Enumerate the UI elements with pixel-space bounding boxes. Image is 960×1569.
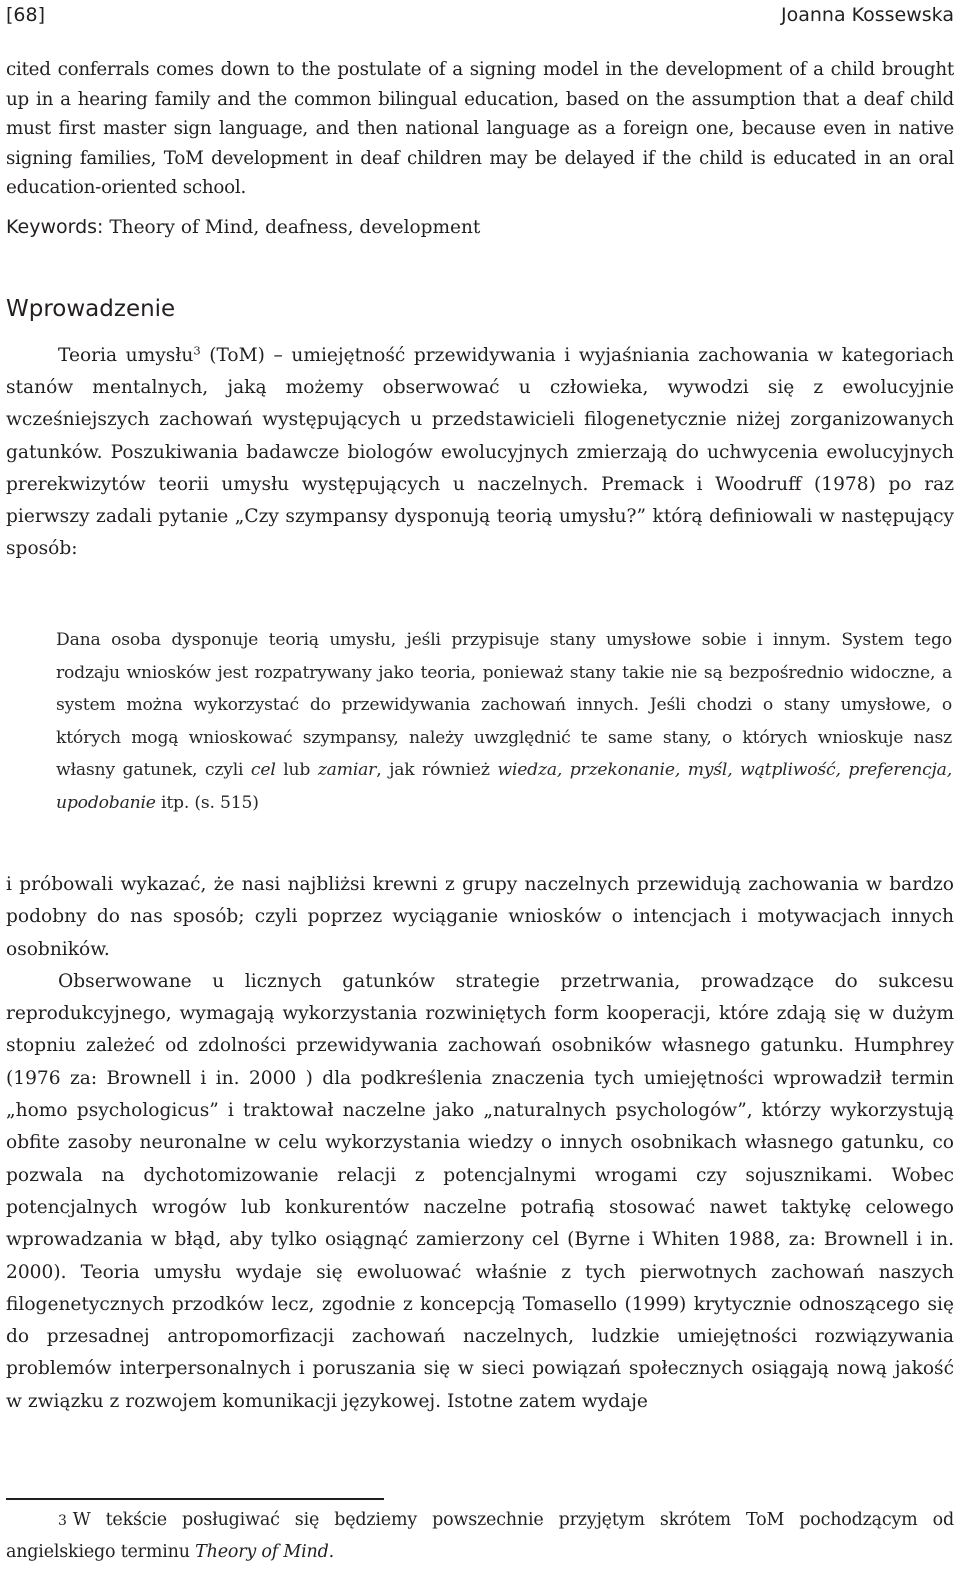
footnote-text: W tekście posługiwać się będziemy powszechnie przyjętym skrótem ToM pochodzącym od angielskiego terminu <box>6 1510 954 1562</box>
intro-text-start: Teoria umysłu <box>58 345 194 366</box>
footnote-italic: Theory of Mind. <box>195 1542 334 1562</box>
running-header <box>6 2 954 28</box>
quote-text-2: lub <box>275 760 318 780</box>
body-text <box>6 869 954 1418</box>
keywords-value: Theory of Mind, deafness, development <box>103 217 481 238</box>
block-quote <box>56 624 952 819</box>
keywords-line <box>6 211 480 244</box>
running-author: Joanna Kossewska <box>780 4 954 26</box>
page-number: [68] <box>6 4 46 26</box>
quote-text-3: , jak również <box>376 760 498 780</box>
body-paragraph-1: i próbowali wykazać, że nasi najbliżsi krewni z grupy naczelnych przewidują zachowania w bardzo podobny do nas sposób; czyli poprzez wyciąganie wniosków o intencjach i motywacjach innych osobników. <box>6 874 954 960</box>
abstract-paragraph: cited conferrals comes down to the postulate of a signing model in the development of a child brought up in a hearing family and the common bilingual education, based on the assumption that a deaf child must first master sign language, and then national language as a foreign one, because even in native signing families, ToM development in deaf children may be delayed if the child is educated in an oral education-oriented school. <box>6 59 954 198</box>
quote-text-1: Dana osoba dysponuje teorią umysłu, jeśli przypisuje stany umysłowe sobie i innym. System tego rodzaju wniosków jest rozpatrywany jako teoria, ponieważ stany takie nie są bezpośrednio widoczne, a system można wykorzystać do przewidywania zachowań innych. Jeśli chodzi o stany umysłowe, o których mogą wnioskować szympansy, należy uwzględnić te same stany, o których wnioskuje nasz własny gatunek, czyli <box>56 630 952 780</box>
footnote-reference: 3 <box>193 343 201 358</box>
footnote-divider <box>6 1498 384 1500</box>
section-heading: Wprowadzenie <box>6 296 176 322</box>
quote-italic-zamiar: zamiar <box>317 760 377 780</box>
keywords-label: Keywords: <box>6 216 104 238</box>
footnote <box>6 1505 954 1568</box>
quote-text-4: itp. (s. 515) <box>155 792 259 813</box>
intro-paragraph <box>6 340 954 565</box>
quote-italic-cel: cel <box>250 760 276 780</box>
body-paragraph-2: Obserwowane u licznych gatunków strategie przetrwania, prowadzące do sukcesu reprodukcyjnego, wymagają wykorzystania rozwiniętych form kooperacji, które zdają się w dużym stopniu zależeć od zdolności przewidywania zachowań osobników własnego gatunku. Humphrey (1976 za: Brownell i in. 2000 ) dla podkreślenia znaczenia tych umiejętności wprowadził termin „homo psychologicus” i traktował naczelne jako „naturalnych psychologów”, którzy wykorzystują obfite zasoby neuronalne w celu wykorzystania wiedzy o innych osobnikach własnego gatunku, co pozwala na dychotomizowanie relacji z potencjalnymi wrogami czy sojusznikami. Wobec potencjalnych wrogów lub konkurentów naczelne potrafią stosować nawet taktykę celowego wprowadzania w błąd, aby tylko osiągnąć zamierzony cel (Byrne i Whiten 1988, za: Brownell i in. 2000). Teoria umysłu wydaje się ewoluować właśnie z tych pierwotnych zachowań naszych filogenetycznych przodków lecz, zgodnie z koncepcją Tomasello (1999) krytycznie odnoszącego się do przesadnej antropomorfizacji zachowań naczelnych, ludzkie umiejętności rozwiązywania problemów interpersonalnych i poruszania się w sieci powiązań społecznych osiągają nową jakość w związku z rozwojem komunikacji językowej. Istotne zatem wydaje <box>6 970 954 1412</box>
footnote-number: 3 <box>58 1513 67 1529</box>
quote-italic-list: wiedza, przekonanie, myśl, wątpliwość, preferencja, upodobanie <box>56 760 952 813</box>
intro-text-rest: (ToM) – umiejętność przewidywania i wyjaśniania zachowania w kategoriach stanów mentalnych, jaką możemy obserwować u człowieka, wywodzi się z ewolucyjnie wcześniejszych zachowań występujących u przedstawicieli filogenetycznie niżej zorganizowanych gatunków. Poszukiwania badawcze biologów ewolucyjnych zmierzają do uchwycenia ewolucyjnych prerekwizytów teorii umysłu występujących u naczelnych. Premack i Woodruff (1978) po raz pierwszy zadali pytanie „Czy szympansy dysponują teorią umysłu?” którą definiowali w następujący sposób: <box>6 345 954 560</box>
